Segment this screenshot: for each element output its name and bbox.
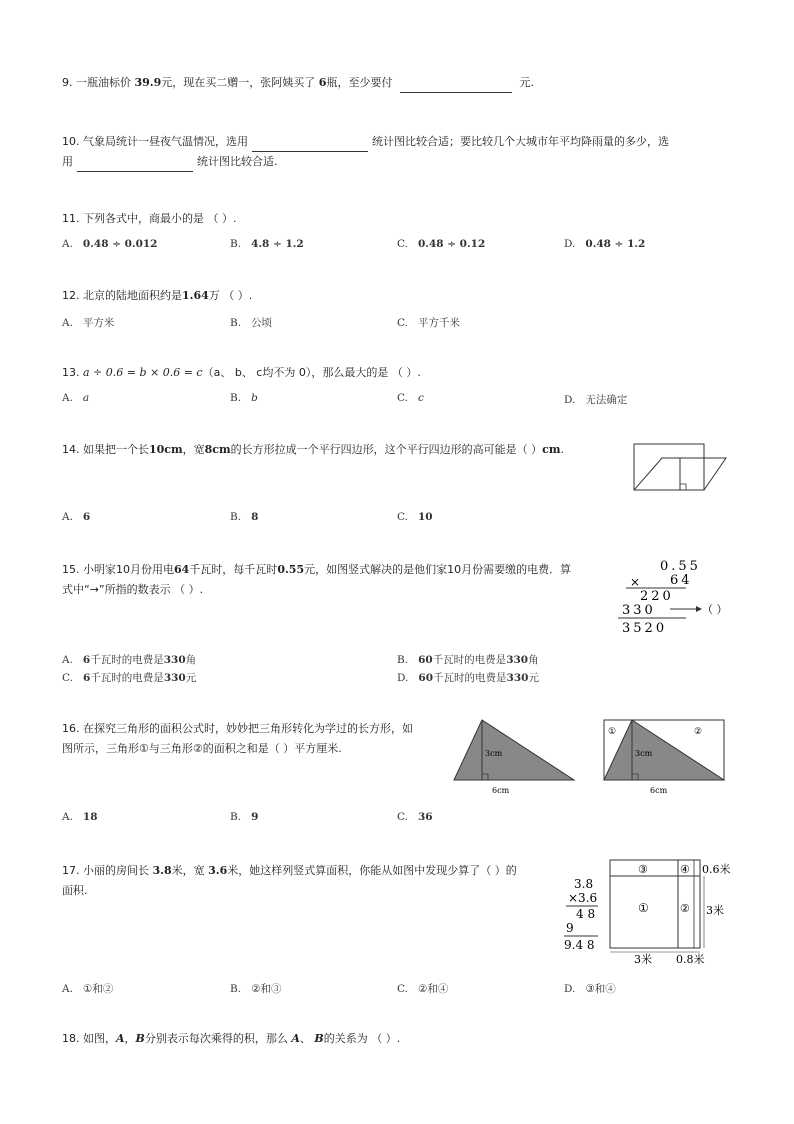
option-value: 330 bbox=[506, 654, 529, 666]
option-letter: A. bbox=[62, 511, 73, 523]
q14-text: 14. 如果把一个长 bbox=[62, 443, 149, 456]
q13-text: 13. bbox=[62, 366, 83, 379]
option-letter: C. bbox=[397, 238, 408, 250]
q14-option-b[interactable] bbox=[230, 511, 258, 523]
question-13-stem bbox=[62, 363, 421, 383]
q17-option-c[interactable] bbox=[397, 981, 448, 996]
calc-row-5: 9.4 8 bbox=[564, 938, 595, 950]
option-letter: B. bbox=[230, 811, 242, 823]
q17-area-grid-figure bbox=[606, 856, 734, 968]
question-15-stem bbox=[62, 560, 571, 600]
q9-text: 9. 一瓶油标价 bbox=[62, 76, 135, 89]
option-text: 千瓦时的电费是 bbox=[90, 654, 164, 666]
calc-row-2: 64 bbox=[670, 573, 693, 588]
fig2-base-label: 6cm bbox=[650, 786, 668, 795]
grid-label-bottom-right: 0.8米 bbox=[676, 953, 705, 966]
option-text: 4.8 ÷ 1.2 bbox=[251, 238, 304, 250]
q14-option-c[interactable] bbox=[397, 511, 433, 523]
q10-text-c: 用 bbox=[62, 155, 73, 168]
q16-triangle-figure bbox=[450, 716, 580, 798]
option-letter: C. bbox=[397, 983, 408, 995]
question-11-stem: 11. 下列各式中，商最小的是 （ ）. bbox=[62, 212, 237, 225]
q11-option-d[interactable] bbox=[564, 238, 645, 250]
option-letter: B. bbox=[230, 238, 242, 250]
q18-text: 18. 如图， bbox=[62, 1032, 116, 1045]
q17-option-a[interactable] bbox=[62, 981, 113, 996]
q18-sep: ， bbox=[124, 1032, 136, 1045]
option-letter: D. bbox=[564, 394, 576, 406]
q14-unit: cm bbox=[542, 443, 561, 456]
q10-text-b: 统计图比较合适；要比较几个大城市年平均降雨量的多少，选 bbox=[372, 135, 669, 148]
option-letter: A. bbox=[62, 654, 73, 666]
q16-text-b: 图所示，三角形①与三角形②的面积之和是（ ）平方厘米. bbox=[62, 742, 342, 755]
option-letter: C. bbox=[397, 317, 408, 329]
calc-row-2: ×3.6 bbox=[568, 891, 598, 905]
q16-option-b[interactable] bbox=[230, 811, 258, 823]
q12-option-a[interactable] bbox=[62, 315, 114, 330]
option-unit: 角 bbox=[528, 654, 539, 666]
option-text: 0.48 ÷ 0.012 bbox=[82, 238, 158, 250]
q13-text-b: （a、 b、 c均不为 0），那么最大的是 （ ）. bbox=[202, 366, 421, 379]
q17-option-b[interactable] bbox=[230, 981, 281, 996]
grid-mark-4: ④ bbox=[680, 863, 690, 876]
fig1-base-label: 6cm bbox=[492, 786, 510, 795]
option-text: 18 bbox=[82, 811, 98, 823]
question-12-stem bbox=[62, 286, 252, 306]
q15-price: 0.55 bbox=[277, 563, 305, 576]
q17-vertical-calculation bbox=[560, 874, 610, 950]
option-text: ②和③ bbox=[251, 983, 282, 995]
option-letter: B. bbox=[230, 511, 242, 523]
q12-text: 12. 北京的陆地面积约是 bbox=[62, 289, 182, 302]
option-text: 6 bbox=[82, 511, 91, 523]
option-letter: B. bbox=[230, 392, 242, 404]
question-10 bbox=[62, 132, 669, 172]
q18-var-b: B bbox=[135, 1032, 145, 1045]
grid-mark-2: ② bbox=[680, 902, 690, 915]
option-text: 8 bbox=[251, 511, 259, 523]
option-text: c bbox=[418, 392, 424, 404]
calc-row-4: 9 bbox=[566, 921, 574, 935]
option-letter: D. bbox=[397, 672, 409, 684]
option-text: a bbox=[82, 392, 90, 404]
option-text: 平方米 bbox=[82, 317, 115, 329]
option-text: b bbox=[251, 392, 258, 404]
q11-option-c[interactable] bbox=[397, 238, 485, 250]
q12-option-b[interactable] bbox=[230, 315, 272, 330]
q18-text-b: 分别表示每次乘得的积，那么 bbox=[144, 1032, 292, 1045]
q9-text-c: 瓶，至少要付 bbox=[326, 76, 393, 89]
q15-text-c: 元，如图竖式解决的是他们家10月份需要缴的电费．算 bbox=[304, 563, 572, 576]
fig1-height-label: 3cm bbox=[485, 749, 503, 758]
option-text: 0.48 ÷ 1.2 bbox=[585, 238, 646, 250]
calc-row-1: 0.55 bbox=[660, 559, 701, 574]
option-letter: C. bbox=[62, 672, 73, 684]
question-18-stem bbox=[62, 1029, 400, 1049]
q15-option-c[interactable] bbox=[62, 670, 196, 685]
q15-text-d: 式中“→”所指的数表示 （ ）. bbox=[62, 583, 204, 596]
q17-length: 3.8 bbox=[152, 864, 172, 877]
option-unit: 角 bbox=[185, 654, 197, 666]
option-value: 330 bbox=[163, 654, 186, 666]
fig2-mark-2: ② bbox=[694, 727, 703, 737]
option-letter: D. bbox=[564, 238, 576, 250]
q17-text-d: 面积. bbox=[62, 884, 88, 897]
q13-option-b[interactable] bbox=[230, 392, 258, 404]
q15-text: 15. 小明家10月份用电 bbox=[62, 563, 174, 576]
option-letter: A. bbox=[62, 317, 73, 329]
q9-count: 6 bbox=[318, 76, 327, 89]
option-unit: 元 bbox=[528, 672, 539, 684]
q14-length: 10cm bbox=[149, 443, 183, 456]
option-letter: C. bbox=[397, 392, 408, 404]
q9-text-b: 元，现在买二赠一，张阿姨买了 bbox=[161, 76, 319, 89]
grid-label-bottom-left: 3米 bbox=[634, 953, 652, 966]
option-text: 千瓦时的电费是 bbox=[433, 672, 507, 684]
q9-price: 39.9 bbox=[134, 76, 162, 89]
option-text: 无法确定 bbox=[585, 394, 628, 406]
q12-option-c[interactable] bbox=[397, 315, 460, 330]
q17-text: 17. 小丽的房间长 bbox=[62, 864, 153, 877]
calc-paren: （ ） bbox=[702, 603, 728, 616]
grid-label-right: 3米 bbox=[706, 904, 724, 917]
q9-answer-blank[interactable] bbox=[400, 80, 512, 93]
q14-width: 8cm bbox=[204, 443, 231, 456]
q15-kwh: 64 bbox=[174, 563, 190, 576]
q10-blank-2[interactable] bbox=[77, 159, 193, 172]
q11-option-a[interactable] bbox=[62, 238, 157, 250]
calc-row-1: 3.8 bbox=[574, 877, 594, 891]
q14-rectangle-parallelogram-figure bbox=[632, 442, 730, 494]
grid-mark-1: ① bbox=[638, 901, 649, 915]
option-number: 60 bbox=[418, 654, 433, 666]
q15-vertical-calculation bbox=[612, 556, 738, 640]
option-text: 9 bbox=[251, 811, 259, 823]
question-14-stem bbox=[62, 440, 564, 460]
q18-sep2: 、 bbox=[299, 1032, 315, 1045]
q12-text-b: 万 （ ）. bbox=[208, 289, 253, 302]
q13-expression: a ÷ 0.6 = b × 0.6 = c bbox=[83, 366, 203, 379]
option-letter: B. bbox=[397, 654, 409, 666]
q18-var-b2: B bbox=[314, 1032, 324, 1045]
q15-option-b[interactable] bbox=[397, 652, 539, 667]
option-value: 330 bbox=[163, 672, 186, 684]
option-letter: C. bbox=[397, 811, 408, 823]
q15-option-d[interactable] bbox=[397, 670, 539, 685]
q14-text-d: . bbox=[560, 443, 564, 456]
option-text: 千瓦时的电费是 bbox=[90, 672, 164, 684]
calc-row-5: 3520 bbox=[622, 621, 668, 636]
option-text: 10 bbox=[418, 511, 433, 523]
option-letter: B. bbox=[230, 983, 242, 995]
option-text: 平方千米 bbox=[418, 317, 460, 329]
q12-value: 1.64 bbox=[182, 289, 209, 302]
q17-width: 3.6 bbox=[208, 864, 228, 877]
option-number: 6 bbox=[82, 654, 91, 666]
question-16-stem bbox=[62, 719, 413, 759]
q11-option-b[interactable] bbox=[230, 238, 304, 250]
option-letter: A. bbox=[62, 392, 73, 404]
option-text: 36 bbox=[418, 811, 433, 823]
q16-rectangle-figure bbox=[600, 716, 730, 798]
option-unit: 元 bbox=[185, 672, 197, 684]
option-letter: D. bbox=[564, 983, 576, 995]
option-letter: B. bbox=[230, 317, 242, 329]
q17-text-b: 米，宽 bbox=[171, 864, 209, 877]
calc-row-3: 220 bbox=[640, 589, 674, 604]
question-9 bbox=[62, 73, 534, 93]
option-number: 6 bbox=[83, 672, 91, 684]
option-number: 60 bbox=[418, 672, 434, 684]
q13-option-d[interactable] bbox=[564, 392, 627, 407]
grid-label-top-right: 0.6米 bbox=[702, 863, 731, 876]
option-letter: C. bbox=[397, 511, 408, 523]
q16-text: 16. 在探究三角形的面积公式时，妙妙把三角形转化为学过的长方形，如 bbox=[62, 722, 413, 735]
option-letter: A. bbox=[62, 238, 73, 250]
q10-text-d: 统计图比较合适. bbox=[197, 155, 278, 168]
q17-text-c: 米，她这样列竖式算面积，你能从如图中发现少算了（ ）的 bbox=[227, 864, 517, 877]
calc-row-3: 4 8 bbox=[576, 907, 596, 921]
calc-row-4: 330 bbox=[622, 603, 656, 618]
option-letter: A. bbox=[62, 983, 73, 995]
q15-option-a[interactable] bbox=[62, 652, 196, 667]
q18-text-c: 的关系为 （ ）. bbox=[323, 1032, 401, 1045]
q10-text: 10. 气象局统计一昼夜气温情况，选用 bbox=[62, 135, 248, 148]
q18-var-a: A bbox=[116, 1032, 125, 1045]
fig2-mark-1: ① bbox=[608, 727, 617, 737]
q13-option-a[interactable] bbox=[62, 392, 89, 404]
q17-option-d[interactable] bbox=[564, 981, 616, 996]
option-text: ①和② bbox=[82, 983, 114, 995]
option-text: ②和④ bbox=[418, 983, 449, 995]
q14-text-c: 的长方形拉成一个平行四边形，这个平行四边形的高可能是（ ） bbox=[230, 443, 543, 456]
option-letter: A. bbox=[62, 811, 73, 823]
question-17-stem bbox=[62, 861, 517, 901]
q15-text-b: 千瓦时，每千瓦时 bbox=[189, 563, 278, 576]
option-text: ③和④ bbox=[585, 983, 616, 995]
q18-var-a2: A bbox=[291, 1032, 300, 1045]
q14-text-b: ，宽 bbox=[182, 443, 205, 456]
q9-text-d: 元. bbox=[519, 76, 534, 89]
fig2-height-label: 3cm bbox=[635, 749, 653, 758]
option-value: 330 bbox=[506, 672, 529, 684]
multiply-sign: × bbox=[630, 575, 641, 589]
grid-mark-3: ③ bbox=[638, 863, 648, 876]
option-text: 千瓦时的电费是 bbox=[432, 654, 507, 666]
q16-option-c[interactable] bbox=[397, 811, 433, 823]
option-text: 公顷 bbox=[251, 317, 273, 329]
q14-option-a[interactable] bbox=[62, 511, 90, 523]
q13-option-c[interactable] bbox=[397, 392, 424, 404]
q10-blank-1[interactable] bbox=[252, 139, 368, 152]
option-text: 0.48 ÷ 0.12 bbox=[418, 238, 486, 250]
q16-option-a[interactable] bbox=[62, 811, 98, 823]
